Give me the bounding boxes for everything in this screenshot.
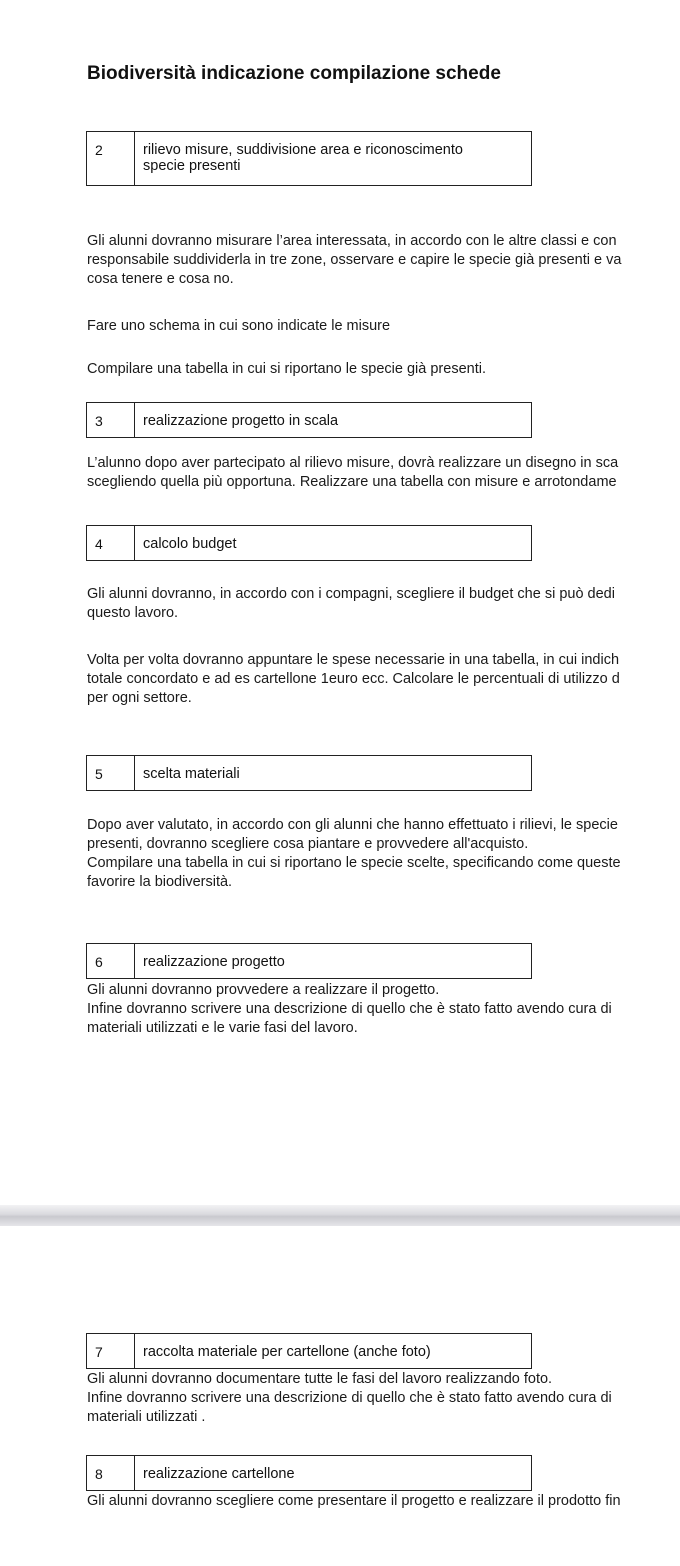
page-separator	[0, 1205, 680, 1226]
step-box-4	[86, 525, 532, 561]
step-label: realizzazione progetto in scala	[143, 413, 339, 429]
paragraph-step-2-schema: Fare uno schema in cui sono indicate le misure	[87, 318, 391, 334]
paragraph-step-3: L’alunno dopo aver partecipato al rilievo misure, dovrà realizzare un disegno in sca scegliendo quella più opportuna. Realizzare una tabella con misure e arrotondame	[87, 455, 619, 490]
paragraph-step-7: Gli alunni dovranno documentare tutte le fasi del lavoro realizzando foto. Infine dovranno scrivere una descrizione di quello che è stato fatto avendo cura di materiali utilizzati .	[87, 1371, 612, 1425]
step-box-5	[86, 755, 532, 791]
step-box-6	[86, 943, 532, 979]
step-label: calcolo budget	[143, 536, 237, 552]
paragraph-step-6: Gli alunni dovranno provvedere a realizzare il progetto. Infine dovranno scrivere una descrizione di quello che è stato fatto avendo cura di materiali utilizzati e le varie fasi del lavoro.	[87, 982, 612, 1036]
paragraph-step-5: Dopo aver valutato, in accordo con gli alunni che hanno effettuato i rilievi, le specie presenti, dovranno scegliere cosa piantare e provvedere all'acquisto. Compilare una tabella in cui si riportano le specie scelte, specificando come queste favorire la biodiversità.	[87, 817, 621, 890]
step-number: 2	[87, 132, 135, 185]
document-title: Biodiversità indicazione compilazione schede	[87, 63, 501, 84]
document-page-2	[0, 1226, 680, 1566]
paragraph-step-2-intro: Gli alunni dovranno misurare l’area interessata, in accordo con le altre classi e con responsabile suddividerla in tre zone, osservare e capire le specie già presenti e va cosa tenere e cosa no.	[87, 233, 622, 287]
step-number: 3	[87, 403, 135, 437]
paragraph-step-8: Gli alunni dovranno scegliere come presentare il progetto e realizzare il prodotto fin	[87, 1493, 621, 1509]
step-number: 7	[87, 1334, 135, 1368]
paragraph-step-2-table: Compilare una tabella in cui si riportano le specie già presenti.	[87, 361, 486, 377]
step-number: 6	[87, 944, 135, 978]
step-number: 5	[87, 756, 135, 790]
paragraph-step-4-budget: Gli alunni dovranno, in accordo con i compagni, scegliere il budget che si può dedi questo lavoro.	[87, 586, 615, 621]
step-number: 8	[87, 1456, 135, 1490]
step-box-7	[86, 1333, 532, 1369]
step-number: 4	[87, 526, 135, 560]
paragraph-step-4-expenses: Volta per volta dovranno appuntare le spese necessarie in una tabella, in cui indich totale concordato e ad es cartellone 1euro ecc. Calcolare le percentuali di utilizzo d per ogni settore.	[87, 652, 620, 706]
step-label: raccolta materiale per cartellone (anche foto)	[143, 1344, 431, 1360]
step-label: scelta materiali	[143, 766, 240, 782]
step-box-2	[86, 131, 532, 186]
step-label: realizzazione cartellone	[143, 1466, 295, 1482]
step-label: realizzazione progetto	[143, 954, 285, 970]
step-box-8	[86, 1455, 532, 1491]
step-box-3	[86, 402, 532, 438]
step-label: rilievo misure, suddivisione area e riconoscimento specie presenti	[143, 142, 463, 174]
